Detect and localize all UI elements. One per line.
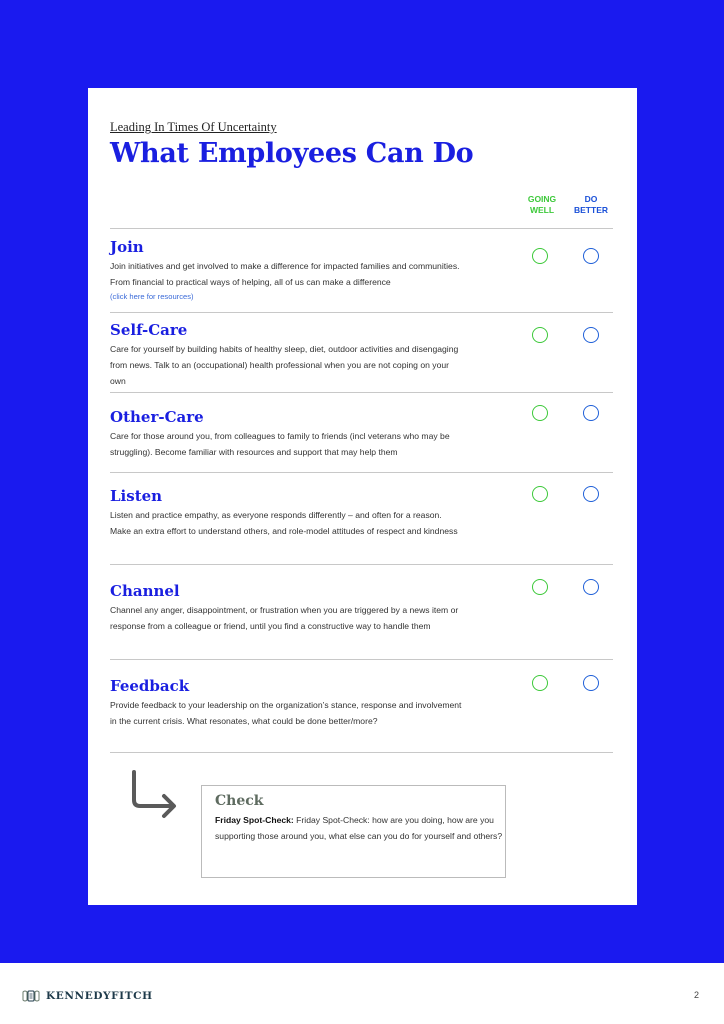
going-well-radio-channel[interactable] xyxy=(532,579,548,595)
item-description: Care for yourself by building habits of healthy sleep, diet, outdoor activities and disengaging from news. Talk to an (occupational) health professional when you are not coping on your own xyxy=(110,344,459,386)
item-channel xyxy=(110,582,510,634)
content-card xyxy=(88,88,637,905)
arrow-turn-right-icon xyxy=(128,770,184,822)
item-description: Listen and practice empathy, as everyone responds differently – and often for a reason. Make an extra effort to understand others, and role-model attitudes of respect and kindness xyxy=(110,510,458,536)
going-well-radio-listen[interactable] xyxy=(532,486,548,502)
do-better-radio-self-care[interactable] xyxy=(583,327,599,343)
divider xyxy=(110,312,613,313)
do-better-radio-feedback[interactable] xyxy=(583,675,599,691)
item-feedback xyxy=(110,677,510,729)
item-description: Provide feedback to your leadership on the organization’s stance, response and involvement in the current crisis. What resonates, what could be done better/more? xyxy=(110,700,462,726)
item-listen xyxy=(110,487,510,539)
divider xyxy=(110,472,613,473)
item-title: Join xyxy=(110,238,144,256)
divider xyxy=(110,659,613,660)
item-self-care xyxy=(110,321,510,389)
item-title: Channel xyxy=(110,582,180,600)
page-subtitle: Leading In Times Of Uncertainty xyxy=(110,120,277,134)
resources-link[interactable]: (click here for resources) xyxy=(110,292,194,301)
page-title: What Employees Can Do xyxy=(110,138,474,169)
check-box xyxy=(201,785,506,878)
item-title: Listen xyxy=(110,487,163,505)
going-well-radio-feedback[interactable] xyxy=(532,675,548,691)
crest-logo-icon xyxy=(22,989,40,1003)
do-better-radio-join[interactable] xyxy=(583,248,599,264)
going-well-radio-self-care[interactable] xyxy=(532,327,548,343)
going-well-radio-join[interactable] xyxy=(532,248,548,264)
item-title: Feedback xyxy=(110,677,190,695)
item-title: Other-Care xyxy=(110,408,204,426)
item-description: Join initiatives and get involved to make a difference for impacted families and communities. From financial to practical ways of helping, all of us can make a difference xyxy=(110,261,460,287)
divider xyxy=(110,564,613,565)
divider xyxy=(110,752,613,753)
do-better-radio-other-care[interactable] xyxy=(583,405,599,421)
do-better-radio-channel[interactable] xyxy=(583,579,599,595)
item-other-care xyxy=(110,408,510,460)
item-title: Self-Care xyxy=(110,321,188,339)
check-text xyxy=(215,812,503,844)
do-better-radio-listen[interactable] xyxy=(583,486,599,502)
going-well-radio-other-care[interactable] xyxy=(532,405,548,421)
item-join xyxy=(110,238,510,304)
divider xyxy=(110,392,613,393)
going-well-header: GOING WELL xyxy=(527,194,557,215)
do-better-header: DO BETTER xyxy=(574,194,608,215)
brand-logo xyxy=(22,989,153,1003)
item-description: Care for those around you, from colleagues to family to friends (incl veterans who may be struggling). Become familiar with resources and support that may help them xyxy=(110,431,450,457)
check-body: Friday Spot-Check: how are you doing, how are you supporting those around you, what else can you do for yourself and others? xyxy=(215,815,503,841)
check-title: Check xyxy=(215,793,264,809)
divider xyxy=(110,228,613,229)
brand-name: KENNEDYFITCH xyxy=(46,990,153,1002)
page-number: 2 xyxy=(694,990,700,1000)
item-description: Channel any anger, disappointment, or frustration when you are triggered by a news item or response from a colleague or friend, until you find a constructive way to handle them xyxy=(110,605,459,631)
check-lead: Friday Spot-Check: xyxy=(215,815,294,825)
